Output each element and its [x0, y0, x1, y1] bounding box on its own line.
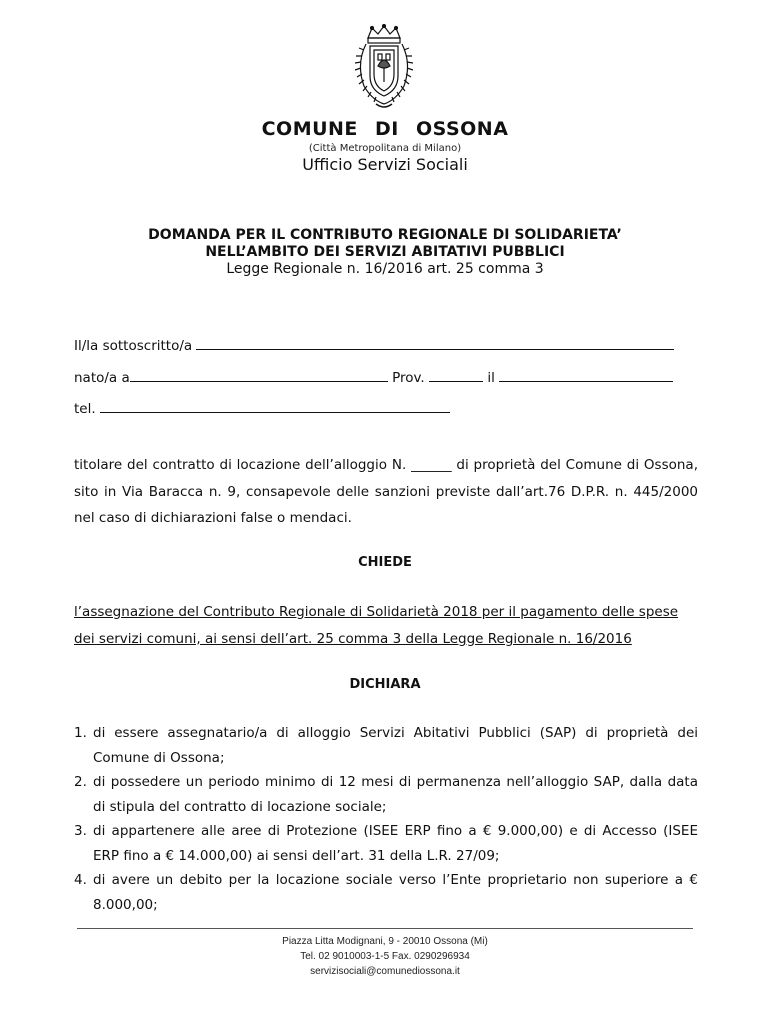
nato-label: nato/a a: [74, 370, 130, 386]
footer-phone: Tel. 02 9010003-1-5 Fax. 0290296934: [300, 951, 470, 962]
titolare-paragraph: titolare del contratto di locazione dell’alloggio N. ______ di proprietà del Comune di Ossona, sito in Via Baracca n. 9, consapevole delle sanzioni previste dall’art.76 D.P.R. n. 445/2000 nel caso di dichiarazioni false o mendaci.: [74, 457, 698, 526]
footer-address: Piazza Litta Modignani, 9 - 20010 Ossona (Mi): [282, 936, 488, 947]
nato-field[interactable]: [130, 368, 388, 382]
nascita-row: [74, 368, 698, 386]
list-item-number: 4.: [74, 872, 87, 888]
list-item: [74, 868, 698, 917]
sottoscritto-field[interactable]: [196, 336, 674, 350]
assegnazione-paragraph: [74, 599, 698, 652]
list-item-text: di essere assegnatario/a di alloggio Servizi Abitativi Pubblici (SAP) di proprietà dei Comune di Ossona;: [93, 725, 698, 766]
list-item-number: 2.: [74, 774, 87, 790]
list-item-number: 3.: [74, 823, 87, 839]
dichiarazioni-list: [74, 721, 698, 917]
footer-divider: [77, 928, 693, 929]
document-title-line2: NELL’AMBITO DEI SERVIZI ABITATIVI PUBBLICI: [205, 244, 565, 260]
data-nascita-field[interactable]: [499, 368, 673, 382]
tel-label: tel.: [74, 401, 96, 417]
sottoscritto-row: [74, 336, 698, 354]
list-item-text: di possedere un periodo minimo di 12 mesi di permanenza nell’alloggio SAP, dalla data di stipula del contratto di locazione sociale;: [93, 774, 698, 815]
prov-label: Prov.: [392, 370, 425, 386]
list-item-number: 1.: [74, 725, 87, 741]
prov-field[interactable]: [429, 368, 483, 382]
legge-reference: Legge Regionale n. 16/2016 art. 25 comma 3: [226, 261, 544, 277]
tel-field[interactable]: [100, 399, 450, 413]
comune-name: COMUNE DI OSSONA: [261, 118, 509, 140]
list-item-text: di appartenere alle aree di Protezione (ISEE ERP fino a € 9.000,00) e di Accesso (ISEE ERP fino a € 14.000,00) ai sensi dell’art. 31 della L.R. 27/09;: [93, 823, 698, 864]
tel-row: [74, 399, 698, 417]
il-label: il: [487, 370, 495, 386]
sottoscritto-label: Il/la sottoscritto/a: [74, 338, 193, 354]
citta-metropolitana: (Città Metropolitana di Milano): [308, 143, 462, 154]
municipal-crest-icon: [350, 24, 418, 112]
list-item: [74, 819, 698, 868]
list-item: [74, 721, 698, 770]
list-item: [74, 770, 698, 819]
dichiara-heading: DICHIARA: [349, 677, 421, 692]
footer-email[interactable]: servizisociali@comunediossona.it: [310, 966, 460, 977]
list-item-text: di avere un debito per la locazione sociale verso l’Ente proprietario non superiore a € 8.000,00;: [93, 872, 698, 913]
chiede-heading: CHIEDE: [358, 555, 412, 570]
assegnazione-line2: dei servizi comuni, ai sensi dell’art. 25 comma 3 della Legge Regionale n. 16/2016: [74, 630, 632, 647]
assegnazione-line1: l’assegnazione del Contributo Regionale di Solidarietà 2018 per il pagamento delle spese: [74, 604, 679, 620]
ufficio-name: Ufficio Servizi Sociali: [302, 155, 468, 174]
document-title-line1: DOMANDA PER IL CONTRIBUTO REGIONALE DI SOLIDARIETA’: [148, 227, 622, 243]
